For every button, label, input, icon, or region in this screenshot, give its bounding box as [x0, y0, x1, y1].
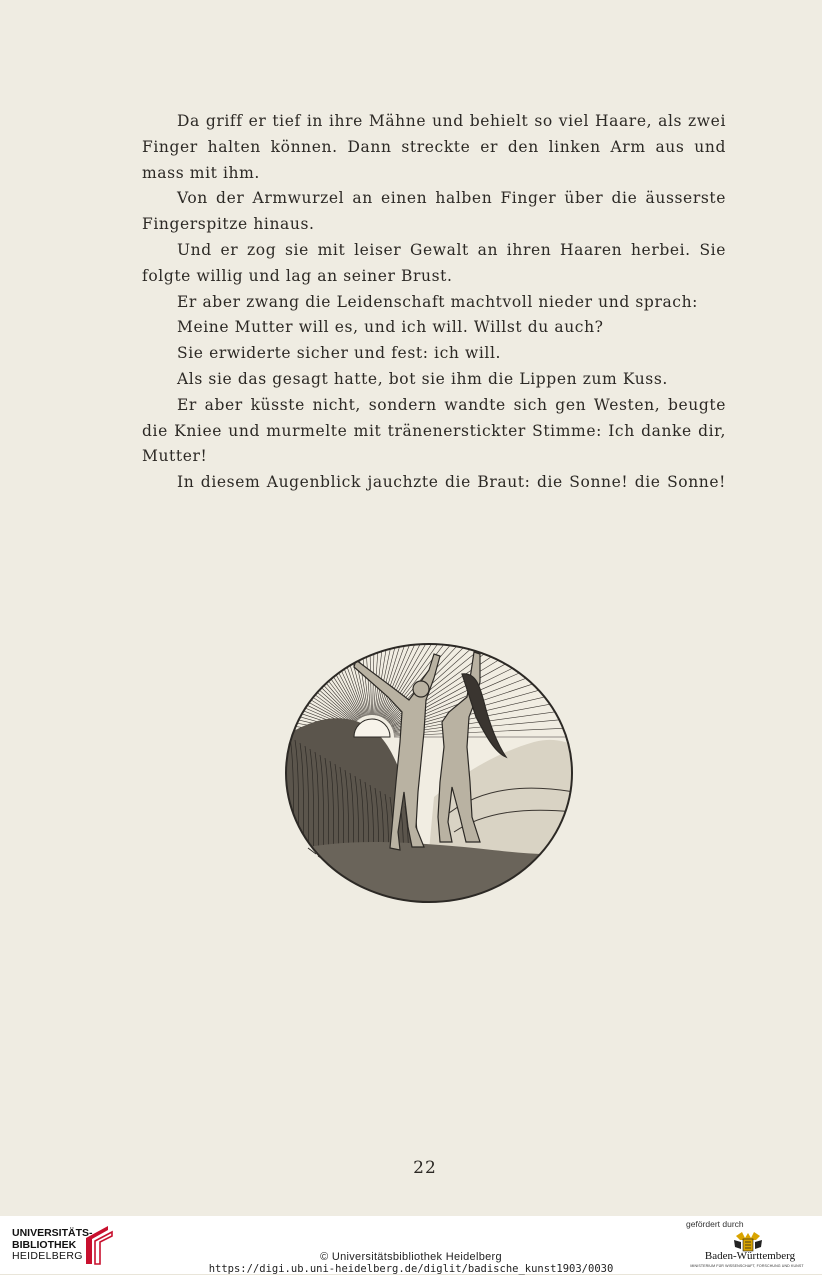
paragraph-7: Als sie das gesagt hatte, bot sie ihm die Lippen zum Kuss. — [177, 369, 668, 388]
paragraph-5: Meine Mutter will es, und ich will. Willst du auch? — [177, 318, 604, 337]
sponsor-ministry: MINISTERIUM FÜR WISSENSCHAFT, FORSCHUNG UND KUNST — [690, 1264, 804, 1268]
paragraph-6: Sie erwiderte sicher und fest: ich will. — [177, 344, 502, 363]
paragraph-2: Von der Armwurzel an einen halben Finger über die äusserste Fingerspitze hinaus. — [142, 189, 726, 234]
page-number: 22 — [413, 1158, 437, 1178]
sunrise-vignette-illustration — [284, 642, 574, 904]
paragraph-8: Er aber küsste nicht, sondern wandte sich gen Westen, beugte die Kniee und murmelte mit tränenerstickter Stimme: Ich danke dir, Mutter! — [142, 395, 726, 466]
paragraph-1: Da griff er tief in ihre Mähne und behielt so viel Haare, als zwei Finger halten können. Dann streckte er den linken Arm aus und mass mit ihm. — [142, 112, 726, 182]
text-block — [142, 109, 726, 496]
footer-bar — [0, 1216, 822, 1274]
baden-wuerttemberg-crest-icon — [732, 1230, 764, 1252]
library-name-line-1: UNIVERSITÄTS- — [12, 1227, 93, 1239]
permalink-url[interactable]: https://digi.ub.uni-heidelberg.de/diglit/badische_kunst1903/0030 — [208, 1263, 614, 1275]
paragraph-4: Er aber zwang die Leidenschaft machtvoll nieder und sprach: — [177, 292, 698, 311]
library-name-line-3: HEIDELBERG — [12, 1250, 83, 1262]
paragraph-3: Und er zog sie mit leiser Gewalt an ihren Haaren herbei. Sie folgte willig und lag an seiner Brust. — [142, 240, 726, 285]
sponsor-name: Baden-Württemberg — [704, 1250, 796, 1262]
copyright-notice: © Universitätsbibliothek Heidelberg — [320, 1251, 502, 1263]
library-name-line-2: BIBLIOTHEK — [12, 1238, 77, 1251]
funded-by-label: gefördert durch — [686, 1219, 744, 1229]
paragraph-9: In diesem Augenblick jauchzte die Braut: die Sonne! die Sonne! — [177, 473, 726, 492]
